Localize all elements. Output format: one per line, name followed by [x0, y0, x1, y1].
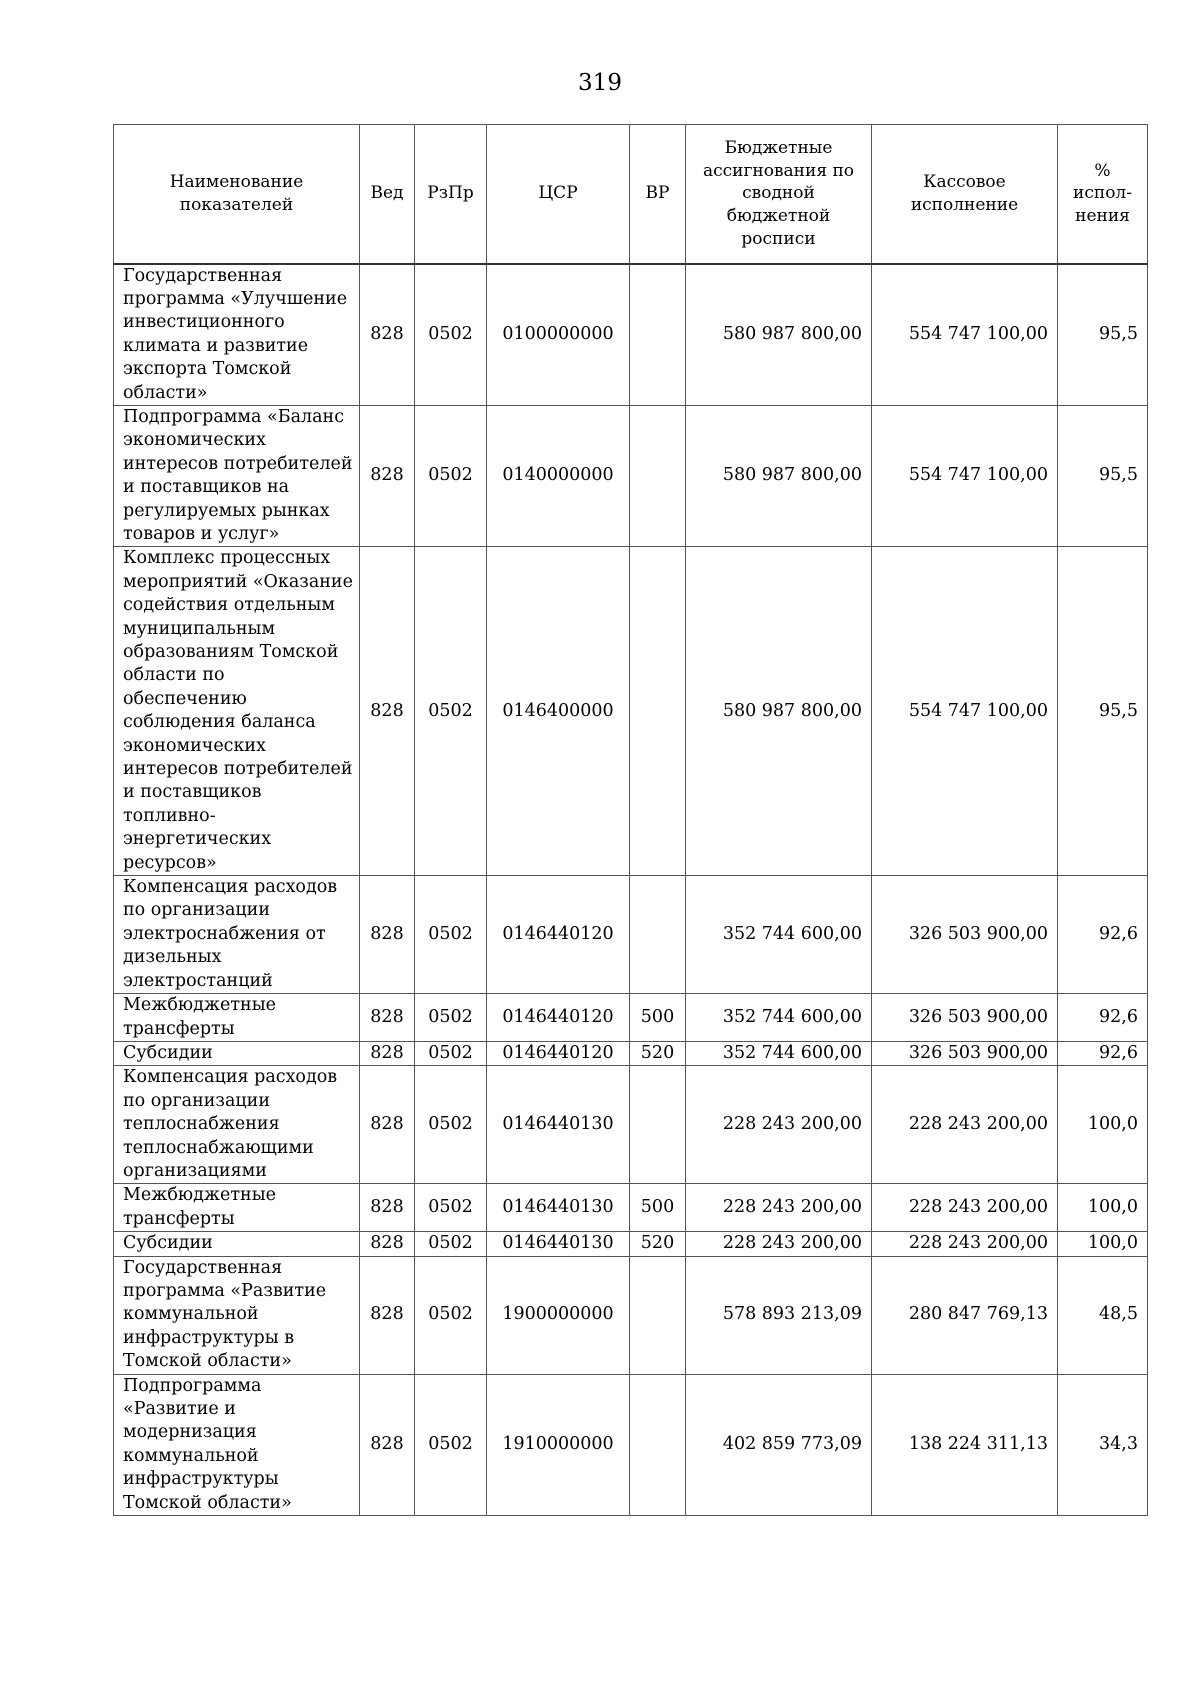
cell-rzpr: 0502 — [415, 1374, 487, 1515]
cell-execution-percent: 100,0 — [1058, 1184, 1148, 1232]
cell-execution-percent: 95,5 — [1058, 264, 1148, 406]
cell-name: Компенсация расходов по организации теплоснабжения теплоснабжающими организациями — [114, 1066, 360, 1184]
table-row — [114, 1374, 1148, 1515]
cell-ved: 828 — [360, 1374, 415, 1515]
cell-name: Межбюджетные трансферты — [114, 1184, 360, 1232]
cell-assignments: 578 893 213,09 — [686, 1256, 872, 1374]
cell-cash-execution: 554 747 100,00 — [872, 547, 1058, 876]
cell-name: Государственная программа «Улучшение инвестиционного климата и развитие экспорта Томской области» — [114, 264, 360, 406]
cell-execution-percent: 92,6 — [1058, 876, 1148, 994]
header-cash-execution: Кассовое исполнение — [872, 125, 1058, 264]
cell-name: Субсидии — [114, 1041, 360, 1065]
cell-vr — [630, 1374, 686, 1515]
cell-vr — [630, 405, 686, 546]
cell-rzpr: 0502 — [415, 1256, 487, 1374]
cell-execution-percent: 100,0 — [1058, 1066, 1148, 1184]
cell-ved: 828 — [360, 1232, 415, 1256]
cell-cash-execution: 138 224 311,13 — [872, 1374, 1058, 1515]
cell-vr: 520 — [630, 1041, 686, 1065]
cell-assignments: 580 987 800,00 — [686, 547, 872, 876]
cell-execution-percent: 95,5 — [1058, 405, 1148, 546]
cell-csr: 1900000000 — [487, 1256, 630, 1374]
cell-ved: 828 — [360, 547, 415, 876]
cell-assignments: 352 744 600,00 — [686, 1041, 872, 1065]
cell-rzpr: 0502 — [415, 876, 487, 994]
header-rzpr: РзПр — [415, 125, 487, 264]
table-header-row — [114, 125, 1148, 264]
cell-cash-execution: 326 503 900,00 — [872, 994, 1058, 1042]
header-csr: ЦСР — [487, 125, 630, 264]
cell-cash-execution: 280 847 769,13 — [872, 1256, 1058, 1374]
cell-cash-execution: 326 503 900,00 — [872, 876, 1058, 994]
cell-assignments: 228 243 200,00 — [686, 1066, 872, 1184]
cell-ved: 828 — [360, 264, 415, 406]
table-row — [114, 1184, 1148, 1232]
cell-vr: 500 — [630, 994, 686, 1042]
cell-rzpr: 0502 — [415, 547, 487, 876]
cell-csr: 0146440120 — [487, 876, 630, 994]
table-row — [114, 1232, 1148, 1256]
table-row — [114, 994, 1148, 1042]
cell-ved: 828 — [360, 1184, 415, 1232]
cell-cash-execution: 326 503 900,00 — [872, 1041, 1058, 1065]
cell-vr — [630, 1256, 686, 1374]
cell-name: Подпрограмма «Развитие и модернизация коммунальной инфраструктуры Томской области» — [114, 1374, 360, 1515]
cell-cash-execution: 228 243 200,00 — [872, 1184, 1058, 1232]
cell-assignments: 228 243 200,00 — [686, 1232, 872, 1256]
cell-rzpr: 0502 — [415, 1041, 487, 1065]
cell-execution-percent: 48,5 — [1058, 1256, 1148, 1374]
table-body — [114, 264, 1148, 1516]
cell-vr — [630, 876, 686, 994]
cell-vr — [630, 264, 686, 406]
cell-cash-execution: 554 747 100,00 — [872, 264, 1058, 406]
cell-csr: 0140000000 — [487, 405, 630, 546]
cell-cash-execution: 554 747 100,00 — [872, 405, 1058, 546]
cell-name: Субсидии — [114, 1232, 360, 1256]
table-row — [114, 1041, 1148, 1065]
cell-rzpr: 0502 — [415, 994, 487, 1042]
cell-assignments: 352 744 600,00 — [686, 876, 872, 994]
cell-assignments: 402 859 773,09 — [686, 1374, 872, 1515]
table-row — [114, 264, 1148, 406]
cell-vr — [630, 547, 686, 876]
cell-rzpr: 0502 — [415, 1066, 487, 1184]
header-name: Наименование показателей — [114, 125, 360, 264]
header-ved: Вед — [360, 125, 415, 264]
cell-rzpr: 0502 — [415, 1184, 487, 1232]
cell-csr: 0146440120 — [487, 1041, 630, 1065]
cell-vr: 520 — [630, 1232, 686, 1256]
cell-csr: 1910000000 — [487, 1374, 630, 1515]
cell-vr — [630, 1066, 686, 1184]
table-row — [114, 405, 1148, 546]
cell-cash-execution: 228 243 200,00 — [872, 1232, 1058, 1256]
header-vr: ВР — [630, 125, 686, 264]
table-row — [114, 876, 1148, 994]
cell-rzpr: 0502 — [415, 405, 487, 546]
cell-name: Комплекс процессных мероприятий «Оказание содействия отдельным муниципальным образованиям Томской области по обеспечению соблюдения баланса экономических интересов потребителей и поставщиков топливно-энергетических ресурсов» — [114, 547, 360, 876]
cell-csr: 0146440130 — [487, 1184, 630, 1232]
cell-csr: 0100000000 — [487, 264, 630, 406]
cell-rzpr: 0502 — [415, 264, 487, 406]
cell-execution-percent: 92,6 — [1058, 994, 1148, 1042]
page-number: 319 — [578, 70, 622, 96]
cell-name: Межбюджетные трансферты — [114, 994, 360, 1042]
cell-assignments: 352 744 600,00 — [686, 994, 872, 1042]
cell-rzpr: 0502 — [415, 1232, 487, 1256]
cell-execution-percent: 92,6 — [1058, 1041, 1148, 1065]
cell-execution-percent: 95,5 — [1058, 547, 1148, 876]
cell-csr: 0146400000 — [487, 547, 630, 876]
cell-csr: 0146440120 — [487, 994, 630, 1042]
header-execution-percent: % испол-нения — [1058, 125, 1148, 264]
cell-csr: 0146440130 — [487, 1066, 630, 1184]
cell-cash-execution: 228 243 200,00 — [872, 1066, 1058, 1184]
cell-ved: 828 — [360, 1256, 415, 1374]
budget-table — [113, 124, 1148, 1516]
cell-csr: 0146440130 — [487, 1232, 630, 1256]
cell-assignments: 228 243 200,00 — [686, 1184, 872, 1232]
cell-vr: 500 — [630, 1184, 686, 1232]
cell-ved: 828 — [360, 994, 415, 1042]
header-assignments: Бюджетные ассигнования по сводной бюджетной росписи — [686, 125, 872, 264]
cell-name: Подпрограмма «Баланс экономических интересов потребителей и поставщиков на регулируемых рынках товаров и услуг» — [114, 405, 360, 546]
table-row — [114, 1256, 1148, 1374]
table-row — [114, 1066, 1148, 1184]
cell-execution-percent: 34,3 — [1058, 1374, 1148, 1515]
cell-ved: 828 — [360, 1041, 415, 1065]
table-row — [114, 547, 1148, 876]
cell-assignments: 580 987 800,00 — [686, 264, 872, 406]
cell-ved: 828 — [360, 405, 415, 546]
cell-execution-percent: 100,0 — [1058, 1232, 1148, 1256]
cell-name: Компенсация расходов по организации электроснабжения от дизельных электростанций — [114, 876, 360, 994]
cell-ved: 828 — [360, 876, 415, 994]
cell-ved: 828 — [360, 1066, 415, 1184]
cell-assignments: 580 987 800,00 — [686, 405, 872, 546]
cell-name: Государственная программа «Развитие коммунальной инфраструктуры в Томской области» — [114, 1256, 360, 1374]
